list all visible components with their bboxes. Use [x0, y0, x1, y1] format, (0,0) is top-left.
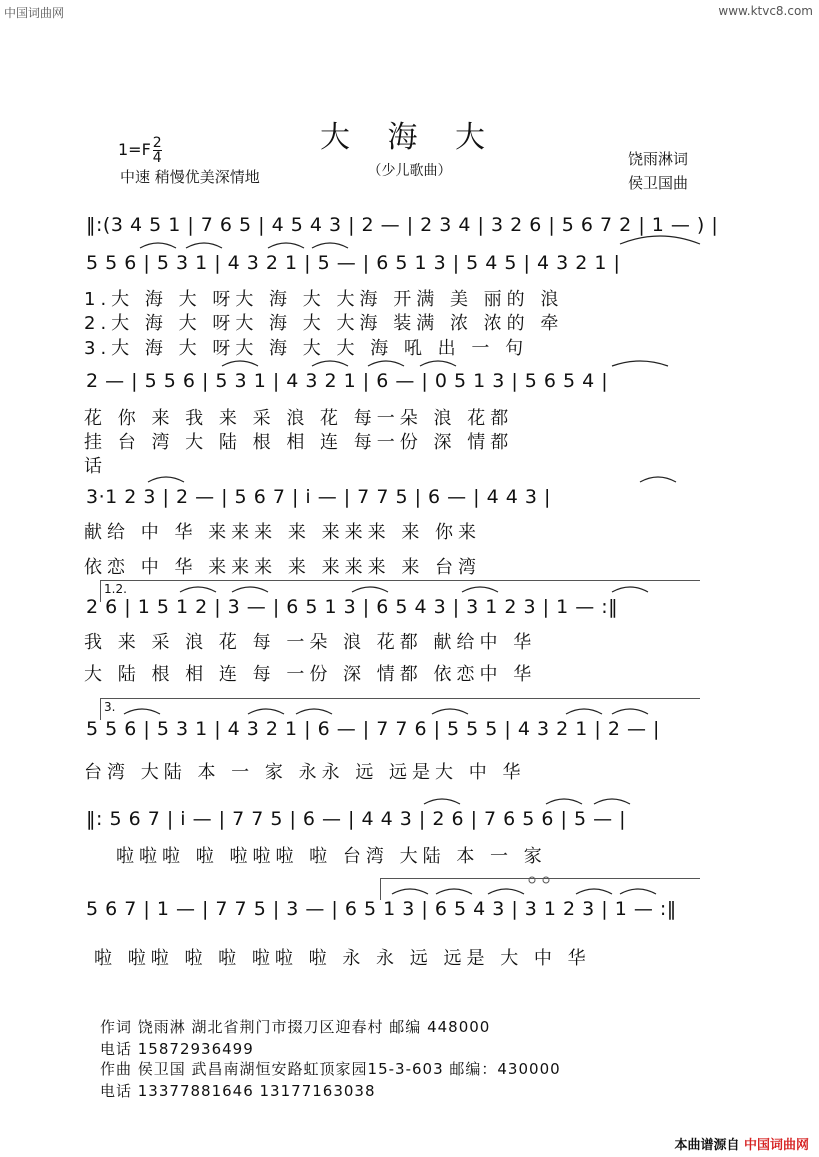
slur-mark — [392, 889, 428, 894]
score-line-2-lyrics-verse-3: 3.大 海 大 呀大 海 大 大 海 吼 出 一 句 — [84, 338, 529, 359]
slur-mark — [488, 889, 524, 894]
score-line-4-lyrics-verse-1: 献给 中 华 来来来 来 来来来 来 你来 — [84, 522, 482, 543]
slur-mark — [140, 243, 176, 248]
source-prefix: 本曲谱源自 — [674, 1138, 740, 1153]
footer-lyricist-phone: 电话 15872936499 — [100, 1040, 254, 1058]
lyricist-credit: 饶雨淋词 — [628, 150, 689, 168]
slur-mark — [148, 477, 184, 482]
slur-mark — [222, 361, 258, 366]
slur-mark — [312, 243, 348, 248]
score-line-2-lyrics-verse-2: 2.大 海 大 呀大 海 大 大海 装满 浓 浓的 牵 — [84, 313, 564, 334]
volta-label-2: 3. — [104, 700, 116, 714]
score-line-5-lyrics-verse-2: 大 陆 根 相 连 每 一份 深 情都 依恋中 华 — [84, 664, 537, 685]
score-line-7-notes: ‖: 5 6 7 | i — | 7 7 5 | 6 — | 4 4 3 | 2 6 | 7 6 5 6 | 5 — | — [86, 808, 627, 830]
score-line-7-lyrics: 啦啦啦 啦 啦啦啦 啦 台湾 大陆 本 一 家 — [116, 846, 547, 867]
score-line-6-notes: 5 5 6 | 5 3 1 | 4 3 2 1 | 6 — | 7 7 6 | 5 5 5 | 4 3 2 1 | 2 — | — [86, 718, 660, 740]
score-line-2-lyrics-verse-1: 1.大 海 大 呀大 海 大 大海 开满 美 丽的 浪 — [84, 289, 564, 310]
volta-label-1: 1.2. — [104, 582, 127, 596]
slur-mark — [576, 889, 612, 894]
slur-mark — [296, 709, 332, 714]
time-numerator: 2 — [152, 135, 162, 151]
slur-mark — [620, 889, 656, 894]
slur-mark — [352, 587, 388, 592]
time-denominator: 4 — [152, 150, 162, 166]
slur-mark — [612, 587, 648, 592]
slur-mark — [186, 243, 222, 248]
site-url-top-right: www.ktvc8.com — [718, 4, 813, 18]
footer-composer-phone: 电话 13377881646 13177163038 — [100, 1082, 376, 1100]
slur-mark — [420, 361, 456, 366]
slur-mark — [612, 361, 668, 366]
slur-mark — [620, 236, 700, 244]
score-line-8-lyrics: 啦 啦啦 啦 啦 啦啦 啦 永 永 远 远是 大 中 华 — [94, 948, 591, 969]
score-line-5-notes: 2 6 | 1 5 1 2 | 3 — | 6 5 1 3 | 6 5 4 3 | 3 1 2 3 | 1 — :‖ — [86, 596, 619, 618]
score-line-3-lyrics-verse-3: 话 — [84, 456, 107, 477]
slur-mark — [124, 709, 160, 714]
footer-composer-info: 作曲 侯卫国 武昌南湖恒安路虹顶家园15-3-603 邮编：430000 — [100, 1060, 561, 1078]
song-subtitle: （少儿歌曲） — [367, 163, 452, 179]
score-line-3-lyrics-verse-1: 花 你 来 我 来 采 浪 花 每一朵 浪 花都 — [84, 408, 514, 429]
source-watermark — [674, 1134, 809, 1153]
slur-mark — [612, 709, 648, 714]
volta-bracket-1 — [100, 580, 700, 581]
slur-mark — [312, 361, 348, 366]
slur-mark — [432, 709, 468, 714]
score-line-2-notes: 5 5 6 | 5 3 1 | 4 3 2 1 | 5 — | 6 5 1 3 | 5 4 5 | 4 3 2 1 | — [86, 252, 621, 274]
tempo-marking: 中速 稍慢优美深情地 — [120, 168, 260, 186]
score-line-4-lyrics-verse-2: 依恋 中 华 来来来 来 来来来 来 台湾 — [84, 557, 482, 578]
score-line-3-lyrics-verse-2: 挂 台 湾 大 陆 根 相 连 每一份 深 情都 — [84, 432, 514, 453]
slur-mark — [640, 477, 676, 482]
volta-bracket-2 — [100, 698, 700, 699]
score-line-8-notes: 5 6 7 | 1 — | 7 7 5 | 3 — | 6 5 1 3 | 6 5 4 3 | 3 1 2 3 | 1 — :‖ — [86, 898, 677, 920]
slur-mark — [248, 709, 284, 714]
score-line-4-notes: 3·1 2 3 | 2 — | 5 6 7 | i — | 7 7 5 | 6 — | 4 4 3 | — [86, 486, 551, 508]
slur-mark — [368, 361, 404, 366]
footer-lyricist-info: 作词 饶雨淋 湖北省荆门市掇刀区迎春村 邮编 448000 — [100, 1018, 491, 1036]
slur-mark — [232, 587, 268, 592]
slur-mark — [180, 587, 216, 592]
slur-mark — [594, 799, 630, 804]
score-line-3-notes: 2 — | 5 5 6 | 5 3 1 | 4 3 2 1 | 6 — | 0 5 1 3 | 5 6 5 4 | — [86, 370, 609, 392]
slur-mark — [436, 889, 472, 894]
slur-mark — [546, 799, 582, 804]
slur-mark — [566, 709, 602, 714]
slur-mark — [424, 799, 460, 804]
volta-bracket-2-tick — [100, 698, 101, 720]
source-brand: 中国词曲网 — [743, 1138, 809, 1153]
score-line-5-lyrics-verse-1: 我 来 采 浪 花 每 一朵 浪 花都 献给中 华 — [84, 632, 537, 653]
composer-credit: 侯卫国曲 — [628, 174, 689, 192]
slur-mark — [268, 243, 304, 248]
score-line-6-lyrics: 台湾 大陆 本 一 家 永永 远 远是大 中 华 — [84, 762, 526, 783]
coda-bracket-tick — [380, 878, 381, 900]
coda-bracket — [380, 878, 700, 879]
key-text: 1=F — [118, 140, 151, 159]
score-line-1-notes: ‖:(3 4 5 1 | 7 6 5 | 4 5 4 3 | 2 — | 2 3 4 | 3 2 6 | 5 6 7 2 | 1 — ) | — [86, 214, 719, 236]
song-title: 大 海 大 — [319, 120, 500, 155]
slur-mark — [462, 587, 498, 592]
site-logo-top-left: 中国词曲网 — [4, 6, 65, 20]
